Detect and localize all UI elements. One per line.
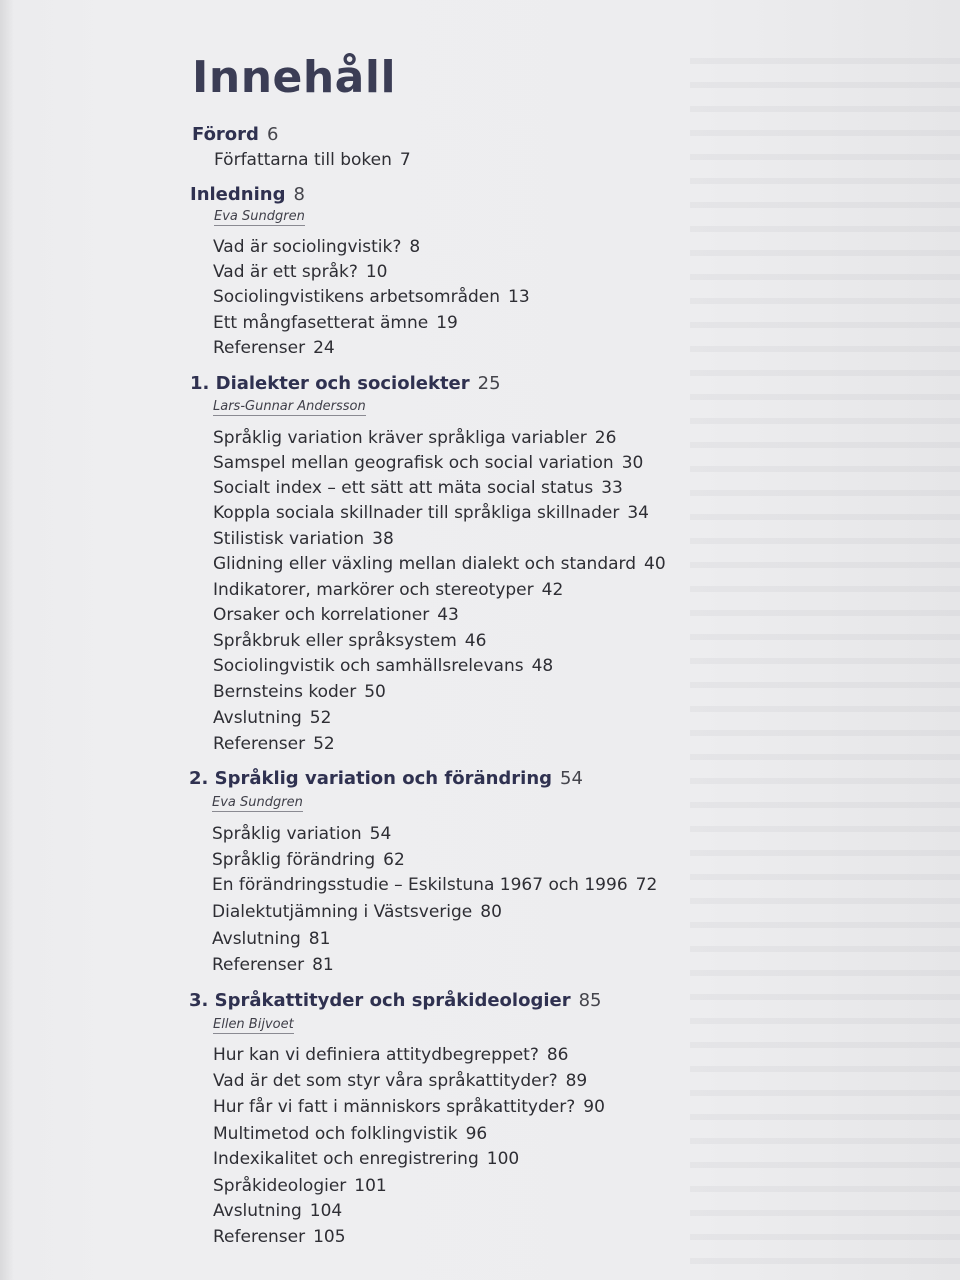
entry-label: Sociolingvistikens arbetsområden bbox=[213, 287, 501, 307]
entry-label: Socialt index – ett sätt att mäta social status bbox=[213, 478, 594, 498]
toc-entry bbox=[212, 875, 657, 895]
entry-page: 43 bbox=[437, 605, 459, 625]
chapter-heading-2 bbox=[189, 768, 583, 789]
toc-entry bbox=[213, 1071, 587, 1091]
entry-page: 52 bbox=[309, 708, 332, 728]
entry-page: 8 bbox=[409, 237, 421, 257]
entry-page: 50 bbox=[364, 682, 386, 702]
entry-label: Samspel mellan geografisk och social variation bbox=[213, 453, 614, 473]
entry-label: Glidning eller växling mellan dialekt och standard bbox=[213, 554, 637, 574]
section-heading-inledning bbox=[190, 184, 305, 205]
entry-page: 34 bbox=[627, 503, 649, 523]
toc-entry bbox=[212, 955, 334, 975]
entry-page: 81 bbox=[312, 955, 334, 975]
entry-page: 96 bbox=[465, 1124, 488, 1144]
toc-entry bbox=[213, 682, 386, 702]
toc-entry bbox=[213, 287, 530, 307]
heading-label: Inledning bbox=[190, 184, 286, 205]
entry-page: 33 bbox=[601, 478, 623, 498]
toc-entry bbox=[213, 580, 563, 600]
entry-label: Vad är det som styr våra språkattityder? bbox=[213, 1071, 558, 1091]
entry-page: 90 bbox=[583, 1097, 605, 1117]
entry-label: En förändringsstudie – Eskilstuna 1967 och 1996 bbox=[212, 875, 628, 895]
chapter-author: Eva Sundgren bbox=[212, 795, 303, 810]
entry-label: Hur får vi fatt i människors språkattityder? bbox=[213, 1097, 576, 1117]
toc-entry bbox=[213, 1097, 605, 1117]
entry-label: Bernsteins koder bbox=[213, 682, 357, 702]
entry-page: 10 bbox=[365, 262, 388, 282]
entry-page: 40 bbox=[644, 554, 666, 574]
entry-label: Språklig förändring bbox=[212, 850, 376, 870]
entry-label: Språklig variation kräver språkliga variabler bbox=[213, 428, 587, 448]
entry-page: 19 bbox=[436, 313, 458, 333]
toc-entry bbox=[213, 1045, 568, 1065]
section-heading-forord bbox=[192, 124, 278, 145]
toc-entry bbox=[213, 503, 649, 523]
toc-entry bbox=[213, 529, 394, 549]
toc-entry bbox=[213, 428, 616, 448]
entry-page: 7 bbox=[399, 150, 411, 170]
entry-label: Indexikalitet och enregistrering bbox=[213, 1149, 479, 1169]
heading-page: 8 bbox=[293, 184, 305, 205]
toc-entry bbox=[213, 453, 643, 473]
entry-label: Ett mångfasetterat ämne bbox=[213, 313, 429, 333]
heading-page: 54 bbox=[560, 768, 583, 789]
toc-entry bbox=[213, 656, 553, 676]
entry-page: 81 bbox=[308, 929, 331, 949]
toc-entry bbox=[212, 902, 502, 922]
entry-page: 42 bbox=[541, 580, 564, 600]
entry-page: 38 bbox=[372, 529, 394, 549]
page-title: Innehåll bbox=[192, 52, 397, 103]
entry-label: Författarna till boken bbox=[214, 150, 392, 170]
chapter-heading-1 bbox=[190, 373, 501, 394]
heading-label: Förord bbox=[192, 124, 259, 145]
entry-page: 13 bbox=[508, 287, 530, 307]
chapter-author: Ellen Bijvoet bbox=[213, 1017, 294, 1032]
entry-label: Vad är ett språk? bbox=[213, 262, 358, 282]
entry-page: 86 bbox=[546, 1045, 569, 1065]
toc-entry bbox=[213, 1124, 487, 1144]
toc-entry bbox=[213, 313, 458, 333]
entry-page: 46 bbox=[464, 631, 487, 651]
entry-page: 101 bbox=[354, 1176, 387, 1196]
entry-label: Sociolingvistik och samhällsrelevans bbox=[213, 656, 524, 676]
entry-label: Dialektutjämning i Västsverige bbox=[212, 902, 473, 922]
entry-page: 30 bbox=[621, 453, 644, 473]
heading-page: 85 bbox=[578, 990, 602, 1011]
toc-entry bbox=[213, 708, 331, 728]
heading-label: 3. Språkattityder och språkideologier bbox=[189, 990, 571, 1011]
chapter-author: Lars-Gunnar Andersson bbox=[213, 399, 366, 414]
toc-entry bbox=[213, 1201, 342, 1221]
entry-label: Referenser bbox=[213, 1227, 306, 1247]
entry-label: Vad är sociolingvistik? bbox=[213, 237, 402, 257]
heading-page: 25 bbox=[477, 373, 501, 394]
entry-page: 104 bbox=[309, 1201, 343, 1221]
chapter-heading-3 bbox=[189, 990, 602, 1011]
entry-label: Avslutning bbox=[213, 1201, 302, 1221]
entry-page: 100 bbox=[486, 1149, 520, 1169]
entry-label: Multimetod och folklingvistik bbox=[213, 1124, 458, 1144]
entry-page: 89 bbox=[565, 1071, 588, 1091]
toc-entry bbox=[213, 237, 420, 257]
entry-page: 80 bbox=[480, 902, 502, 922]
toc-entry bbox=[213, 338, 335, 358]
entry-page: 72 bbox=[635, 875, 658, 895]
toc-entry bbox=[213, 262, 388, 282]
entry-page: 105 bbox=[313, 1227, 346, 1247]
toc-entry bbox=[213, 1227, 346, 1247]
toc-entry bbox=[213, 734, 335, 754]
entry-page: 54 bbox=[369, 824, 392, 844]
entry-label: Koppla sociala skillnader till språkliga skillnader bbox=[213, 503, 620, 523]
section-author: Eva Sundgren bbox=[214, 209, 305, 224]
entry-label: Indikatorer, markörer och stereotyper bbox=[213, 580, 534, 600]
entry-label: Språkideologier bbox=[213, 1176, 347, 1196]
entry-page: 24 bbox=[313, 338, 335, 358]
entry-label: Avslutning bbox=[213, 708, 302, 728]
heading-label: 2. Språklig variation och förändring bbox=[189, 768, 553, 789]
toc-entry bbox=[213, 554, 666, 574]
entry-label: Avslutning bbox=[212, 929, 301, 949]
entry-label: Referenser bbox=[213, 734, 306, 754]
toc-entry bbox=[214, 150, 411, 170]
entry-label: Orsaker och korrelationer bbox=[213, 605, 430, 625]
toc-entry bbox=[213, 631, 486, 651]
entry-page: 26 bbox=[594, 428, 617, 448]
toc-entry bbox=[212, 850, 405, 870]
entry-label: Språkbruk eller språksystem bbox=[213, 631, 457, 651]
entry-page: 52 bbox=[313, 734, 335, 754]
toc-entry bbox=[212, 929, 330, 949]
entry-page: 48 bbox=[531, 656, 554, 676]
entry-label: Hur kan vi definiera attitydbegreppet? bbox=[213, 1045, 539, 1065]
heading-label: 1. Dialekter och sociolekter bbox=[190, 373, 470, 394]
toc-entry bbox=[213, 605, 459, 625]
heading-page: 6 bbox=[266, 124, 279, 145]
entry-label: Referenser bbox=[212, 955, 305, 975]
toc-entry bbox=[213, 478, 623, 498]
entry-label: Språklig variation bbox=[212, 824, 362, 844]
toc-entry bbox=[213, 1176, 387, 1196]
entry-label: Referenser bbox=[213, 338, 306, 358]
entry-label: Stilistisk variation bbox=[213, 529, 365, 549]
entry-page: 62 bbox=[383, 850, 405, 870]
toc-entry bbox=[212, 824, 391, 844]
toc-entry bbox=[213, 1149, 519, 1169]
